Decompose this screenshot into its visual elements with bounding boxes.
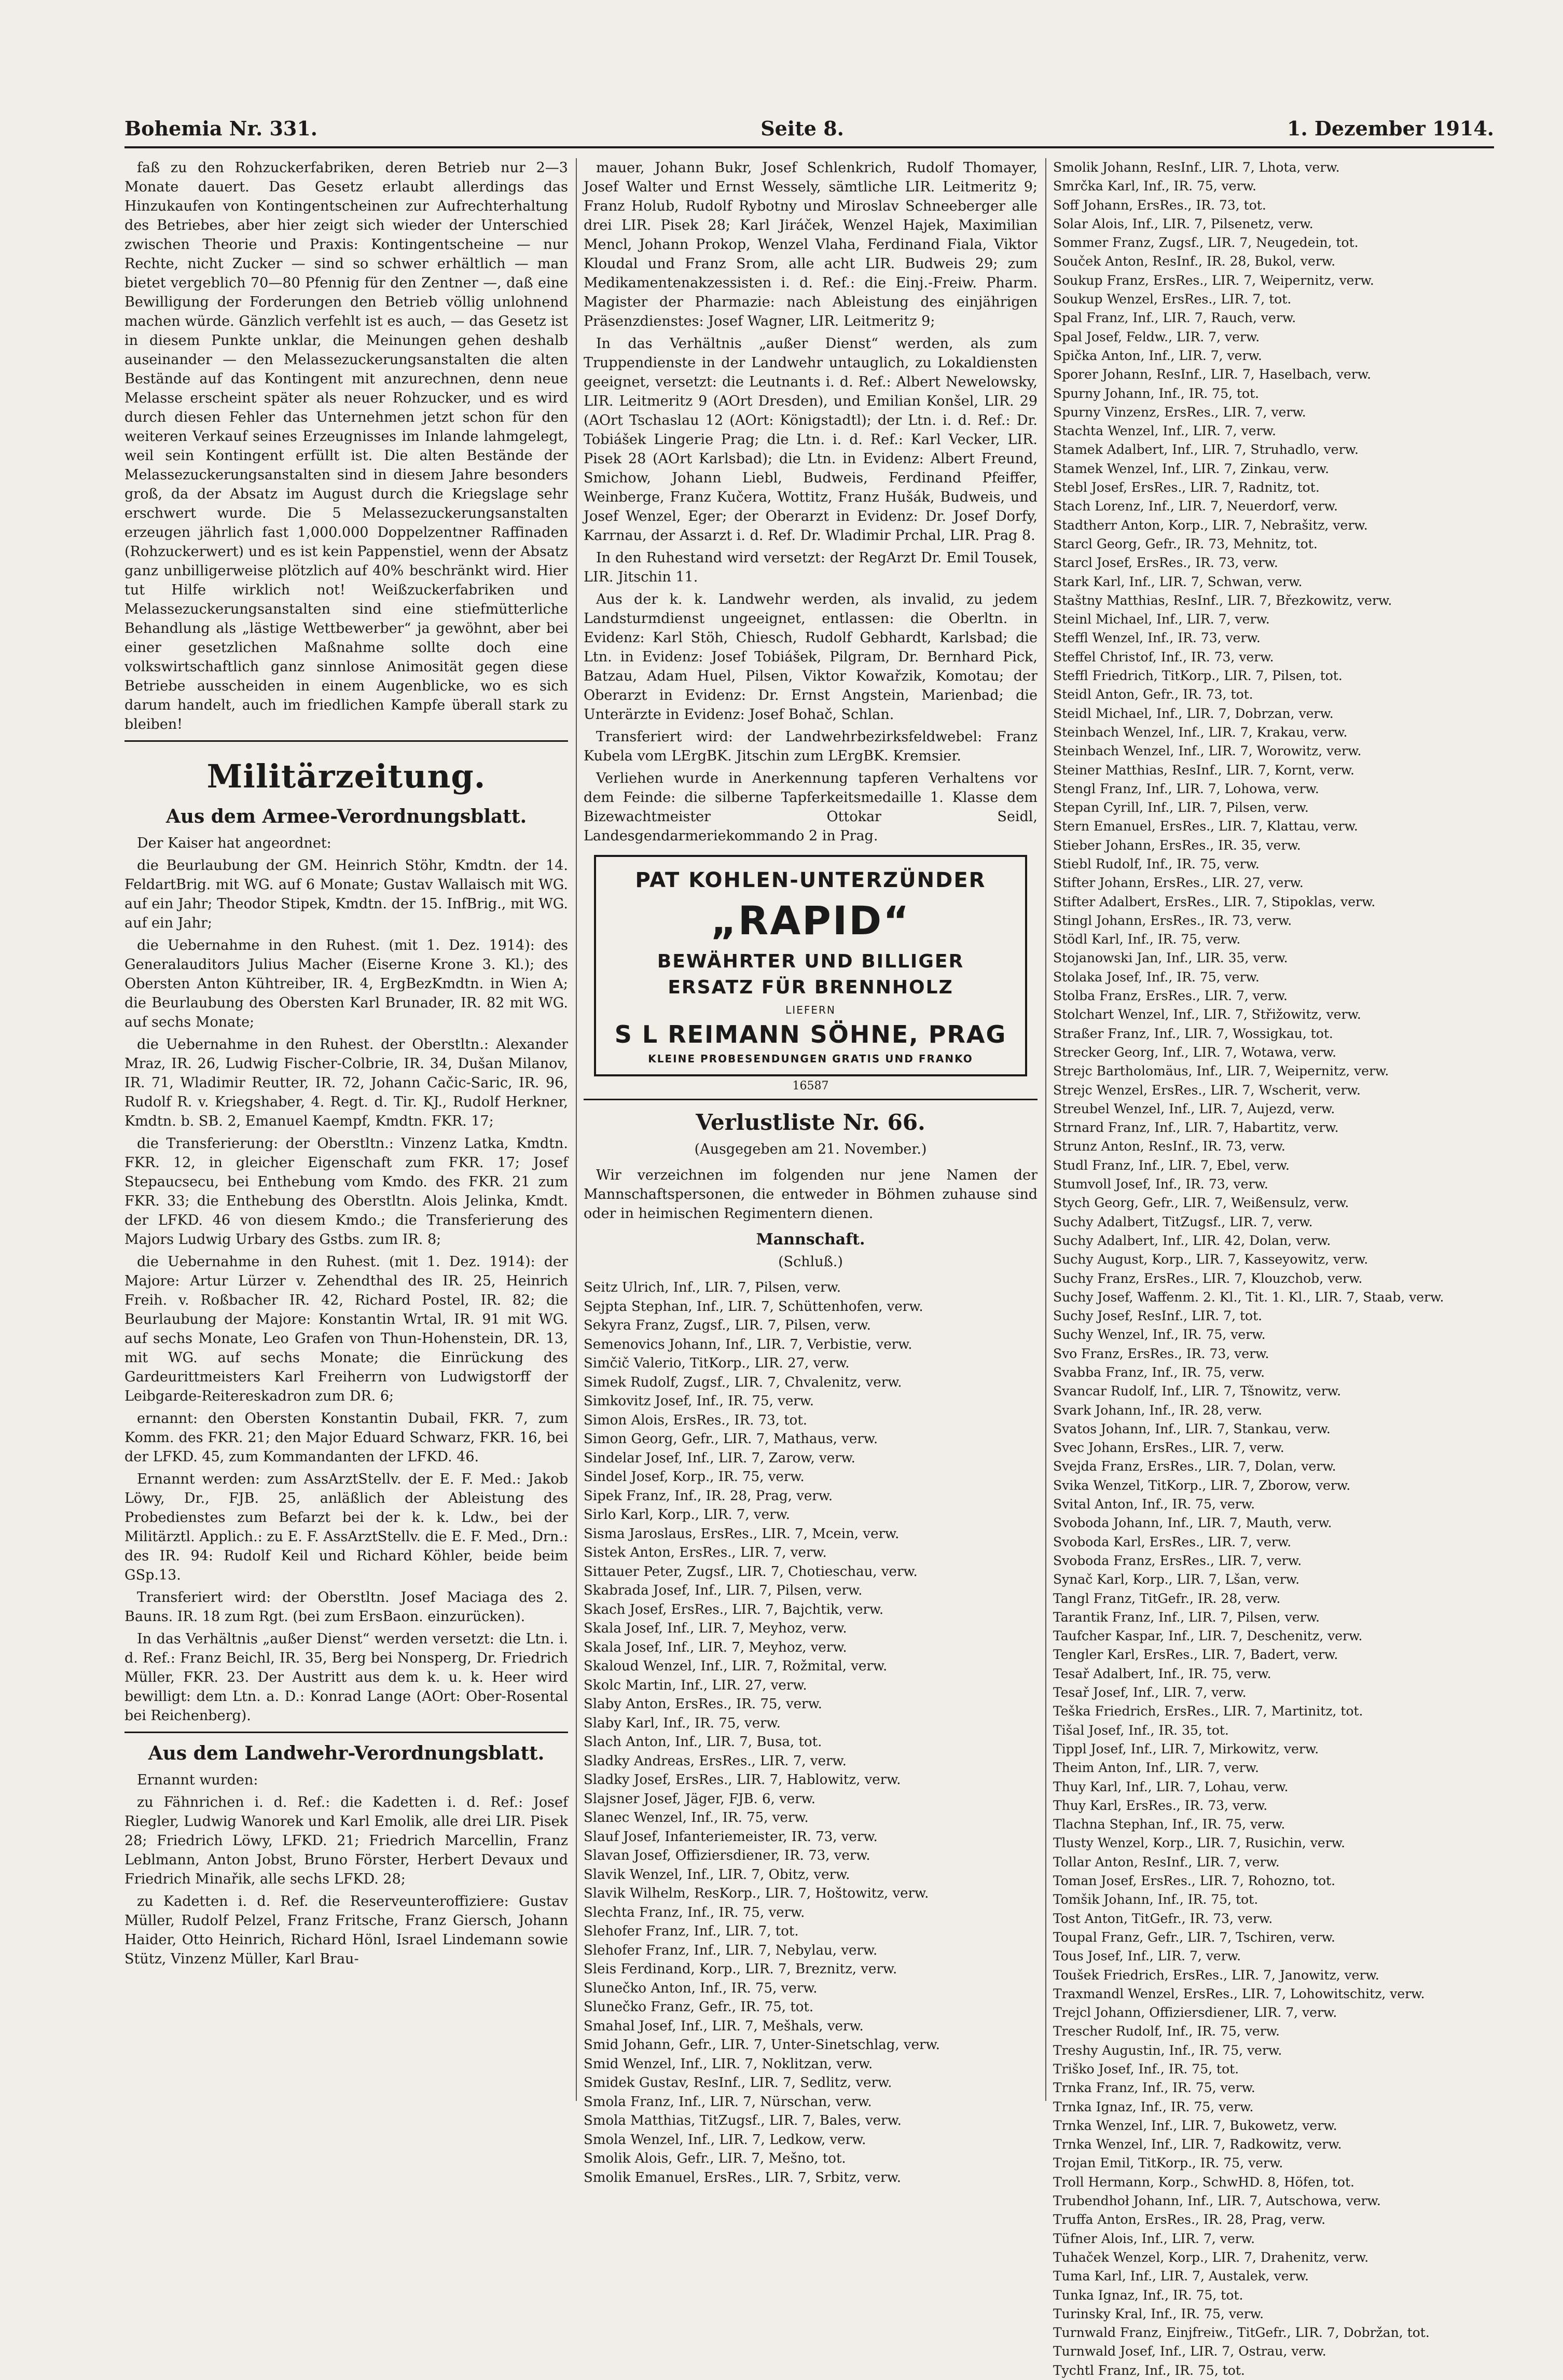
casualty-entry: Spička Anton, Inf., LIR. 7, verw. — [1053, 348, 1262, 363]
casualty-entry: Troll Hermann, Korp., SchwHD. 8, Höfen, tot. — [1053, 2174, 1354, 2190]
casualty-entry: Stolchart Wenzel, Inf., LIR. 7, Střižowitz, verw. — [1053, 1007, 1361, 1022]
casualty-entry: Treshy Augustin, Inf., IR. 75, verw. — [1053, 2042, 1282, 2058]
casualty-entry: Triško Josef, Inf., IR. 75, tot. — [1053, 2061, 1239, 2077]
casualty-entry: Stieber Johann, ErsRes., IR. 35, verw. — [1053, 837, 1301, 853]
casualty-entry: Tüfner Alois, Inf., LIR. 7, verw. — [1053, 2231, 1255, 2246]
landwehr-gazette-continued — [584, 158, 1038, 846]
casualty-entry: Stifter Johann, ErsRes., LIR. 27, verw. — [1053, 875, 1304, 891]
paragraph: die Uebernahme in den Ruhest. der Oberstltn.: Alexander Mraz, IR. 26, Ludwig Fischer-Colbrie, IR. 34, Dušan Milanov, IR. 71, Wladimir Reutter, IR. 72, Johann Cačic-Saric, IR. 96, Rudolf R. v. Kriegshaber, 4. Regt. d. Tir. KJ., Rudolf Herkner, Kmdtn. b. SB. 2, Emanuel Kaempf, Kmdtn. FKR. 17; — [125, 1036, 568, 1129]
casualty-entry: Trescher Rudolf, Inf., IR. 75, verw. — [1053, 2024, 1280, 2039]
casualty-entry: Smolik Alois, Gefr., LIR. 7, Mešno, tot. — [584, 2151, 846, 2166]
casualty-entry: Tuhaček Wenzel, Korp., LIR. 7, Drahenitz, verw. — [1053, 2249, 1369, 2265]
casualty-entry: Starcl Josef, ErsRes., IR. 73, verw. — [1053, 555, 1278, 571]
column-3 — [1053, 158, 1494, 2378]
casualty-entry: Tuma Karl, Inf., LIR. 7, Austalek, verw. — [1053, 2268, 1309, 2284]
ad-line-deliver: LIEFERN — [785, 1004, 836, 1016]
casualty-entry: Spurny Vinzenz, ErsRes., LIR. 7, verw. — [1053, 404, 1306, 420]
casualty-entry: Svoboda Johann, Inf., LIR. 7, Mauth, verw. — [1053, 1515, 1332, 1531]
casualty-entry: Trnka Wenzel, Inf., LIR. 7, Radkowitz, verw. — [1053, 2137, 1342, 2152]
casualty-entry: Skala Josef, Inf., LIR. 7, Meyhoz, verw. — [584, 1639, 847, 1655]
casualty-entry: Steinl Michael, Inf., LIR. 7, verw. — [1053, 612, 1270, 627]
paragraph: In das Verhältnis „außer Dienst“ werden versetzt: die Ltn. i. d. Ref.: Franz Beichl, IR. 35, Berg bei Nonsperg, Dr. Friedrich Müller, FKR. 23. Der Austritt aus dem k. u. k. Heer wird bewilligt: dem Ltn. a. D.: Konrad Lange (AOrt: Ober-Rosental bei Reichenberg). — [125, 1631, 568, 1724]
paragraph: Transferiert wird: der Landwehrbezirksfeldwebel: Franz Kubela vom LErgBK. Jitschin zum LErgBK. Kremsier. — [584, 729, 1038, 764]
casualty-entry: Skolc Martin, Inf., LIR. 27, verw. — [584, 1677, 807, 1693]
casualty-entry: Simon Georg, Gefr., LIR. 7, Mathaus, verw. — [584, 1431, 878, 1447]
header-rule — [125, 146, 1494, 148]
casualty-entry: Stingl Johann, ErsRes., IR. 73, verw. — [1053, 912, 1292, 928]
casualty-entry: Tippl Josef, Inf., LIR. 7, Mirkowitz, verw. — [1053, 1741, 1319, 1756]
paragraph: die Beurlaubung der GM. Heinrich Stöhr, Kmdtn. der 14. FeldartBrig. mit WG. auf 6 Monate; Gustav Wallaisch mit WG. auf ein Jahr; Theodor Stipek, Kmdtn. der 15. InfBrig., mit WG. auf ein Jahr; — [125, 857, 568, 931]
casualty-entry: Toman Josef, ErsRes., LIR. 7, Rohozno, tot. — [1053, 1873, 1336, 1889]
casualty-entry: Souček Anton, ResInf., IR. 28, Bukol, verw. — [1053, 254, 1336, 269]
casualty-entry: Suchy Adalbert, TitZugsf., LIR. 7, verw. — [1053, 1214, 1313, 1229]
casualty-entry: Sisma Jaroslaus, ErsRes., LIR. 7, Mcein, verw. — [584, 1526, 900, 1542]
casualty-entry: Sindelar Josef, Inf., LIR. 7, Zarow, verw. — [584, 1450, 855, 1466]
casualty-entry: Steffl Wenzel, Inf., IR. 73, verw. — [1053, 630, 1261, 646]
casualty-entry: Trejcl Johann, Offiziersdiener, LIR. 7, verw. — [1053, 2005, 1337, 2021]
casualty-entry: Slechta Franz, Inf., IR. 75, verw. — [584, 1904, 805, 1920]
paragraph: In das Verhältnis „außer Dienst“ werden, als zum Truppendienste in der Landwehr untauglich, zu Lokaldiensten geeignet, versetzt: die Leutnants i. d. Ref.: Albert Newelowsky, LIR. Leitmeritz 9 (AOrt Dresden), und Emilian Konšel, LIR. 29 (AOrt Tschaslau 12 (AOrt: Königstadtl); der Ltn. i. d. Ref.: Dr. Tobiášek Lingerie Prag; die Ltn. i. d. Ref.: Karl Vecker, LIR. Pisek 28 (AOrt Karlsbad); die Ltn. in Evidenz: Albert Freund, Smichow, Johann Liebl, Budweis, Ferdinand Pfeiffer, Weinberge, Franz Kučera, Wottitz, Franz Hušák, Budweis, und Josef Wenzel, Eger; der Oberarzt in Evidenz: Dr. Josef Dorfy, Karrnau, der Assarzt i. d. Ref. Dr. Wladimir Prchal, LIR. Prag 8. — [584, 336, 1038, 544]
casualty-entry: Thuy Karl, ErsRes., IR. 73, verw. — [1053, 1797, 1268, 1813]
casualty-entry: Tangl Franz, TitGefr., IR. 28, verw. — [1053, 1590, 1281, 1606]
casualty-entry: Suchy August, Korp., LIR. 7, Kasseyowitz, verw. — [1053, 1252, 1368, 1267]
army-gazette-heading: Aus dem Armee-Verordnungsblatt. — [165, 806, 527, 827]
casualty-entry: Sistek Anton, ErsRes., LIR. 7, verw. — [584, 1545, 827, 1560]
casualty-entry: Svec Johann, ErsRes., LIR. 7, verw. — [1053, 1440, 1284, 1456]
casualty-entry: Tost Anton, TitGefr., IR. 73, verw. — [1053, 1911, 1273, 1926]
casualty-entry: Turinsky Kral, Inf., IR. 75, verw. — [1053, 2306, 1264, 2321]
casualty-entry: Steiner Matthias, ResInf., LIR. 7, Kornt, verw. — [1053, 762, 1354, 778]
paragraph: ernannt: den Obersten Konstantin Dubail, FKR. 7, zum Komm. des FKR. 21; den Major Eduard Schwarz, FKR. 16, bei der LFKD. 45, zum Kommandanten der LFKD. 46. — [125, 1410, 568, 1465]
casualty-entry: Stifter Adalbert, ErsRes., LIR. 7, Stipoklas, verw. — [1053, 894, 1376, 909]
casualty-entry: Slaby Anton, ErsRes., IR. 75, verw. — [584, 1696, 822, 1712]
casualty-entry: Simek Rudolf, Zugsf., LIR. 7, Chvalenitz, verw. — [584, 1374, 902, 1390]
header-page-number: Seite 8. — [760, 117, 844, 140]
header-date: 1. Dezember 1914. — [1287, 117, 1494, 140]
casualty-entry: Svoboda Karl, ErsRes., LIR. 7, verw. — [1053, 1534, 1292, 1549]
casualty-entry: Suchy Josef, Waffenm. 2. Kl., Tit. 1. Kl., LIR. 7, Staab, verw. — [1053, 1289, 1444, 1305]
casualty-entry: Stamek Adalbert, Inf., LIR. 7, Struhadlo, verw. — [1053, 442, 1359, 458]
paragraph: Ernannt wurden: — [137, 1772, 258, 1788]
casualty-entry: Tišal Josef, Inf., IR. 35, tot. — [1053, 1722, 1229, 1738]
casualty-entry: Stadtherr Anton, Korp., LIR. 7, Nebrašitz, verw. — [1053, 517, 1368, 533]
article-divider — [125, 1732, 568, 1733]
paragraph: Transferiert wird: der Oberstltn. Josef Maciaga des 2. Bauns. IR. 18 zum Rgt. (bei zum ErsBaon. einzurücken). — [125, 1589, 568, 1625]
casualty-entry: Suchy Josef, ResInf., LIR. 7, tot. — [1053, 1308, 1263, 1324]
casualty-entry: Slavik Wilhelm, ResKorp., LIR. 7, Hoštowitz, verw. — [584, 1886, 929, 1901]
casualty-entry: Strecker Georg, Inf., LIR. 7, Wotawa, verw. — [1053, 1044, 1337, 1060]
casualty-entry: Sleis Ferdinand, Korp., LIR. 7, Breznitz, verw. — [584, 1961, 897, 1977]
casualty-entry: Suchy Franz, ErsRes., LIR. 7, Klouzchob, verw. — [1053, 1270, 1363, 1286]
casualty-list-intro: Wir verzeichnen im folgenden nur jene Namen der Mannschaftspersonen, die entweder in Böhmen zuhause sind oder in heimischen Regimentern dienen. — [584, 1167, 1038, 1222]
ad-line-claim-2: ERSATZ FÜR BRENNHOLZ — [668, 977, 953, 998]
casualty-entry: Soukup Franz, ErsRes., LIR. 7, Weipernitz, verw. — [1053, 272, 1374, 288]
paragraph: In den Ruhestand wird versetzt: der RegArzt Dr. Emil Tousek, LIR. Jitschin 11. — [584, 550, 1038, 585]
casualty-entry: Toušek Friedrich, ErsRes., LIR. 7, Janowitz, verw. — [1053, 1967, 1379, 1983]
casualty-entry: Starcl Georg, Gefr., IR. 73, Mehnitz, tot. — [1053, 536, 1318, 551]
ad-line-claim-1: BEWÄHRTER UND BILLIGER — [657, 951, 964, 972]
casualty-entry: Slavik Wenzel, Inf., LIR. 7, Obitz, verw. — [584, 1866, 850, 1883]
casualty-entry: Smidek Gustav, ResInf., LIR. 7, Sedlitz, verw. — [584, 2075, 892, 2091]
casualty-entry: Slavan Josef, Offiziersdiener, IR. 73, verw. — [584, 1848, 870, 1863]
casualty-entry: Simon Alois, ErsRes., IR. 73, tot. — [584, 1412, 808, 1428]
casualty-entry: Turnwald Josef, Inf., LIR. 7, Ostrau, verw. — [1053, 2344, 1326, 2359]
casualty-entry: Svika Wenzel, TitKorp., LIR. 7, Zborow, verw. — [1053, 1477, 1351, 1493]
casualty-list-entries — [584, 1278, 1038, 2187]
casualty-entry: Soukup Wenzel, ErsRes., LIR. 7, tot. — [1053, 292, 1292, 307]
casualty-entry: Tlachna Stephan, Inf., IR. 75, verw. — [1053, 1817, 1285, 1832]
casualty-entry: Slauf Josef, Infanteriemeister, IR. 73, verw. — [584, 1829, 878, 1845]
casualty-entry: Soff Johann, ErsRes., IR. 73, tot. — [1053, 197, 1266, 213]
casualty-entry: Tengler Karl, ErsRes., LIR. 7, Badert, verw. — [1053, 1647, 1338, 1663]
casualty-entry: Smrčka Karl, Inf., IR. 75, verw. — [1053, 178, 1256, 194]
casualty-entry: Slunečko Franz, Gefr., IR. 75, tot. — [584, 1999, 814, 2015]
casualty-entry: Smolik Johann, ResInf., LIR. 7, Lhota, verw. — [1053, 160, 1340, 175]
casualty-entry: Tollar Anton, ResInf., LIR. 7, verw. — [1053, 1854, 1280, 1870]
casualty-entry: Smid Johann, Gefr., LIR. 7, Unter-Sinetschlag, verw. — [584, 2037, 940, 2053]
casualty-entry: Stumvoll Josef, Inf., IR. 73, verw. — [1053, 1177, 1268, 1192]
casualty-entry: Thuy Karl, Inf., LIR. 7, Lohau, verw. — [1053, 1779, 1289, 1794]
casualty-entry: Stebl Josef, ErsRes., LIR. 7, Radnitz, tot. — [1053, 480, 1320, 495]
army-gazette-text — [125, 834, 568, 1725]
casualty-entry: Seitz Ulrich, Inf., LIR. 7, Pilsen, verw. — [584, 1280, 841, 1295]
casualty-entry: Slaby Karl, Inf., IR. 75, verw. — [584, 1715, 781, 1731]
paragraph: Der Kaiser hat angeordnet: — [137, 835, 331, 851]
casualty-entry: Steinbach Wenzel, Inf., LIR. 7, Krakau, verw. — [1053, 724, 1348, 740]
casualty-entry: Spurny Johann, Inf., IR. 75, tot. — [1053, 385, 1260, 401]
casualty-entry: Sekyra Franz, Zugsf., LIR. 7, Pilsen, verw. — [584, 1318, 871, 1333]
casualty-entry: Slunečko Anton, Inf., IR. 75, verw. — [584, 1980, 818, 1996]
casualty-entry: Steffl Friedrich, TitKorp., LIR. 7, Pilsen, tot. — [1053, 668, 1343, 684]
casualty-entry: Tarantik Franz, Inf., LIR. 7, Pilsen, verw. — [1053, 1609, 1320, 1625]
casualty-entry: Synač Karl, Korp., LIR. 7, Lšan, verw. — [1053, 1572, 1300, 1587]
casualty-entry: Smola Matthias, TitZugsf., LIR. 7, Bales, verw. — [584, 2113, 902, 2128]
casualty-entry: Sladky Andreas, ErsRes., LIR. 7, verw. — [584, 1753, 847, 1769]
casualty-entry: Strejc Wenzel, ErsRes., LIR. 7, Wscherit, verw. — [1053, 1082, 1361, 1098]
casualty-entry: Strnard Franz, Inf., LIR. 7, Habartitz, verw. — [1053, 1120, 1339, 1136]
casualty-entry: Skaloud Wenzel, Inf., LIR. 7, Rožmital, verw. — [584, 1658, 888, 1674]
casualty-entry: Tychtl Franz, Inf., IR. 75, tot. — [1053, 2362, 1245, 2378]
casualty-entry: Skabrada Josef, Inf., LIR. 7, Pilsen, verw. — [584, 1583, 863, 1598]
paragraph: die Transferierung: der Oberstltn.: Vinzenz Latka, Kmdtn. FKR. 12, in gleicher Eigenschaft zum FKR. 17; Josef Stepaucsecu, bei Enthebung vom Kmdo. des FKR. 21 zum FKR. 33; die Enthebung des Oberstltn. Alois Jelinka, Kmdt. der LFKD. 46 von diesem Kmdo.; die Transferierung des Majors Ludwig Urbary des Gstbs. zum IR. 8; — [125, 1136, 568, 1248]
casualty-entry: Slanec Wenzel, Inf., IR. 75, verw. — [584, 1810, 809, 1825]
casualty-entry: Stödl Karl, Inf., IR. 75, verw. — [1053, 932, 1241, 947]
casualty-entry: Steidl Anton, Gefr., IR. 73, tot. — [1053, 687, 1253, 702]
casualty-entry: Strunz Anton, ResInf., IR. 73, verw. — [1053, 1139, 1285, 1154]
casualty-entry: Smola Wenzel, Inf., LIR. 7, Ledkow, verw. — [584, 2132, 866, 2148]
casualty-entry: Stachta Wenzel, Inf., LIR. 7, verw. — [1053, 423, 1276, 439]
casualty-entry: Skach Josef, ErsRes., LIR. 7, Bajchtik, verw. — [584, 1601, 884, 1617]
casualty-entry: Strejc Bartholomäus, Inf., LIR. 7, Weipernitz, verw. — [1053, 1063, 1389, 1079]
casualty-entry: Sindel Josef, Korp., IR. 75, verw. — [584, 1469, 805, 1485]
casualty-entry: Stern Emanuel, ErsRes., LIR. 7, Klattau, verw. — [1053, 819, 1358, 834]
rapid-advertisement — [594, 855, 1027, 1076]
casualty-entry: Svital Anton, Inf., IR. 75, verw. — [1053, 1497, 1255, 1512]
casualty-entry: Skala Josef, Inf., LIR. 7, Meyhoz, verw. — [584, 1621, 847, 1636]
casualty-entry: Spal Josef, Feldw., LIR. 7, verw. — [1053, 329, 1260, 344]
casualty-entry: Svo Franz, ErsRes., IR. 73, verw. — [1053, 1346, 1269, 1361]
paragraph: mauer, Johann Bukr, Josef Schlenkrich, Rudolf Thomayer, Josef Walter und Ernst Wessely, sämtliche LIR. Leitmeritz 9; Franz Holub, Rudolf Rybotny und Miroslav Schneeberger alle drei LIR. Pisek 28; Karl Jiráček, Wenzel Hajek, Maximilian Mencl, Johann Prokop, Wenzel Vlaha, Ferdinand Fiala, Viktor Kloudal und Franz Srom, alle acht LIR. Budweis 29; zum Medikamentenakzessisten i. d. Ref.: die Einj.-Freiw. Pharm. Magister der Pharmazie: nach Ableistung des einjährigen Präsenzdienstes: Josef Wagner, LIR. Leitmeritz 9; — [584, 160, 1038, 329]
paragraph: zu Kadetten i. d. Ref. die Reserveunteroffiziere: Gustav Müller, Rudolf Pelzel, Franz Fritsche, Franz Giersch, Johann Haider, Otto Heinrich, Richard Hönl, Israel Lindemann sowie Stütz, Vinzenz Müller, Karl Brau- — [125, 1893, 568, 1967]
casualty-entry: Sommer Franz, Zugsf., LIR. 7, Neugedein, tot. — [1053, 235, 1359, 251]
paragraph: die Uebernahme in den Ruhest. (mit 1. Dez. 1914): des Generalauditors Julius Macher (Eiserne Krone 3. Kl.); des Obersten Anton Kühtreiber, IR. 4, ErgBezKmdtn. in Wien A; die Beurlaubung des Obersten Karl Brunader, IR. 82 mit WG. auf sechs Monate; — [125, 937, 568, 1030]
casualty-list-title: Verlustliste Nr. 66. — [696, 1110, 925, 1135]
column-divider-1 — [576, 158, 577, 2101]
casualty-entry: Trojan Emil, TitKorp., IR. 75, verw. — [1053, 2155, 1283, 2171]
casualty-list-heading: Mannschaft. — [756, 1230, 865, 1249]
casualty-entry: Turnwald Franz, Einjfreiw., TitGefr., LIR. 7, Dobržan, tot. — [1053, 2325, 1430, 2341]
casualty-entry: Steidl Michael, Inf., LIR. 7, Dobrzan, verw. — [1053, 705, 1334, 721]
paragraph: zu Fähnrichen i. d. Ref.: die Kadetten i. d. Ref.: Josef Riegler, Ludwig Wanorek und Karl Emolik, alle drei LIR. Pisek 28; Friedrich Löwy, LFKD. 21; Friedrich Marcellin, Franz Leblmann, Anton Jobst, Bruno Förster, Herbert Devaux und Friedrich Minařik, alle sechs LFKD. 28; — [125, 1794, 568, 1887]
casualty-entry: Slajsner Josef, Jäger, FJB. 6, verw. — [584, 1791, 816, 1807]
casualty-entry: Svatos Johann, Inf., LIR. 7, Stankau, verw. — [1053, 1421, 1331, 1436]
casualty-list-subheading: (Schluß.) — [778, 1254, 843, 1270]
casualty-entry: Teška Friedrich, ErsRes., LIR. 7, Martinitz, tot. — [1053, 1704, 1363, 1719]
ad-company: S L REIMANN SÖHNE, PRAG — [614, 1020, 1007, 1048]
casualty-entry: Stojanowski Jan, Inf., LIR. 35, verw. — [1053, 950, 1288, 966]
casualty-entry: Steinbach Wenzel, Inf., LIR. 7, Worowitz, verw. — [1053, 743, 1362, 759]
casualty-entry: Sporer Johann, ResInf., LIR. 7, Haselbach, verw. — [1053, 367, 1372, 382]
casualty-entry: Simčič Valerio, TitKorp., LIR. 27, verw. — [584, 1355, 850, 1371]
casualty-entry: Toupal Franz, Gefr., LIR. 7, Tschiren, verw. — [1053, 1929, 1335, 1945]
casualty-entry: Smid Wenzel, Inf., LIR. 7, Noklitzan, verw. — [584, 2056, 873, 2072]
casualty-entry: Stark Karl, Inf., LIR. 7, Schwan, verw. — [1053, 574, 1303, 589]
casualty-entry: Traxmandl Wenzel, ErsRes., LIR. 7, Lohowitschitz, verw. — [1053, 1986, 1425, 2001]
casualty-entry: Spal Franz, Inf., LIR. 7, Rauch, verw. — [1053, 310, 1296, 326]
casualty-entry: Steffel Christof, Inf., IR. 73, verw. — [1053, 649, 1274, 665]
casualty-entry: Simkovitz Josef, Inf., IR. 75, verw. — [584, 1393, 814, 1409]
casualty-entry: Tomšik Johann, Inf., IR. 75, tot. — [1053, 1892, 1258, 1907]
casualty-entry: Smola Franz, Inf., LIR. 7, Nürschan, verw. — [584, 2094, 872, 2110]
casualty-entry: Trnka Franz, Inf., IR. 75, verw. — [1053, 2080, 1255, 2096]
casualty-entry: Trnka Ignaz, Inf., IR. 75, verw. — [1053, 2099, 1254, 2114]
ad-number: 16587 — [792, 1080, 829, 1092]
header-publication: Bohemia Nr. 331. — [125, 117, 318, 140]
article-divider — [584, 1099, 1038, 1100]
casualty-entry: Smolik Emanuel, ErsRes., LIR. 7, Srbitz, verw. — [584, 2169, 902, 2185]
casualty-entry: Svark Johann, Inf., IR. 28, verw. — [1053, 1402, 1263, 1418]
paragraph: Aus der k. k. Landwehr werden, als invalid, zu jedem Landsturmdienst ungeeignet, entlassen: die Oberltn. in Evidenz: Karl Stöh, Chiesch, Rudolf Gebhardt, Karlsbad; die Ltn. in Evidenz: Josef Tobiášek, Pilgram, Dr. Bernhard Pick, Batzau, Adam Huel, Pilsen, Viktor Kowařzik, Komotau; der Oberarzt in Evidenz: Dr. Ernst Angstein, Marienbad; die Unterärzte in Evidenz: Josef Bohač, Schlan. — [584, 591, 1038, 723]
paragraph: Verliehen wurde in Anerkennung tapferen Verhaltens vor dem Feinde: die silberne Tapferkeitsmedaille 1. Klasse dem Bizewachtmeister Ottokar Seidl, Landesgendarmeriekommando 2 in Prag. — [584, 770, 1038, 844]
casualty-entry: Staštny Matthias, ResInf., LIR. 7, Březkowitz, verw. — [1053, 592, 1392, 608]
casualty-entry: Suchy Wenzel, Inf., IR. 75, verw. — [1053, 1327, 1266, 1343]
casualty-entry: Theim Anton, Inf., LIR. 7, verw. — [1053, 1760, 1259, 1776]
casualty-entry: Tesař Adalbert, Inf., IR. 75, verw. — [1053, 1666, 1271, 1681]
ad-line-samples: KLEINE PROBESENDUNGEN GRATIS UND FRANKO — [648, 1053, 973, 1065]
column-1 — [125, 158, 568, 2101]
casualty-entry: Stengl Franz, Inf., LIR. 7, Lohowa, verw. — [1053, 781, 1319, 796]
casualty-entry: Trubendhoł Johann, Inf., LIR. 7, Autschowa, verw. — [1053, 2193, 1381, 2209]
casualty-entry: Taufcher Kaspar, Inf., LIR. 7, Deschenitz, verw. — [1053, 1628, 1363, 1644]
landwehr-gazette-text — [125, 1770, 568, 1969]
casualty-entry: Suchy Adalbert, Inf., LIR. 42, Dolan, verw. — [1053, 1233, 1331, 1248]
casualty-entry: Stamek Wenzel, Inf., LIR. 7, Zinkau, verw. — [1053, 461, 1330, 476]
casualty-entry: Semenovics Johann, Inf., LIR. 7, Verbistie, verw. — [584, 1336, 912, 1352]
casualty-entry: Trnka Wenzel, Inf., LIR. 7, Bukowetz, verw. — [1053, 2118, 1337, 2133]
casualty-entry: Stolaka Josef, Inf., IR. 75, verw. — [1053, 969, 1260, 985]
casualty-entry: Tlusty Wenzel, Korp., LIR. 7, Rusichin, verw. — [1053, 1835, 1346, 1851]
casualty-entry: Slehofer Franz, Inf., LIR. 7, tot. — [584, 1924, 799, 1939]
casualty-entry: Sladky Josef, ErsRes., LIR. 7, Hablowitz, verw. — [584, 1772, 901, 1788]
casualty-entry: Studl Franz, Inf., LIR. 7, Ebel, verw. — [1053, 1157, 1290, 1173]
casualty-entry: Sipek Franz, Inf., IR. 28, Prag, verw. — [584, 1488, 833, 1504]
sugar-article-text: faß zu den Rohzuckerfabriken, deren Betrieb nur 2—3 Monate dauert. Das Gesetz erlaubt allerdings das Hinzukaufen von Kontingentscheinen zur Aufrechterhaltung des Betriebes, aber hier zeigt sich wieder der Unterschied zwischen Theorie und Praxis: Kontingentscheine — nur Rechte, nicht Zucker — sind so schwer erhältlich — man bietet vergeblich 70—80 Pfennig für den Zentner —, daß eine Bewilligung der Forderungen den Betrieb völlig unlohnend machen würde. Gänzlich verfehlt ist es auch, — das Gesetz ist in diesem Punkte unklar, die Meinungen gehen deshalb auseinander — den Melassezuckerungsanstalten die alten Bestände auf das Kontingent mit anzurechnen, denn neue Melasse erscheint später als neuer Rohzucker, und es wird durch diesen Fehler das Unternehmen jetzt schon für den weiteren Verkauf seines Erzeugnisses im Inlande lahmgelegt, weil sein Kontingent erfüllt ist. Die alten Bestände der Melassezuckerungsanstalten sind in diesem Jahre besonders groß, da der Absatz im August durch die Kriegslage sehr erschwert wurde. Die 5 Melassezuckerungsanstalten erzeugen jährlich fast 1,000.000 Doppelzentner Raffinaden (Rohzuckerwert) und es ist kein Pappenstiel, wenn der Absatz ganz unbilligerweise plötzlich auf 40% beschränkt wird. Hier tut Hilfe wirklich not! Weißzuckerfabriken und Melassezuckerungsanstalten sind eine stiefmütterliche Behandlung als „lästige Wettbewerber“ ja gewöhnt, aber bei einer gesetzlichen Maßnahme sollte doch eine volkswirtschaftlich ganz sinnlose Animosität gegen diese Betriebe ausscheiden in einem Augenblicke, wo es sich darum handelt, auch im friedlichen Kampfe überall stark zu bleiben! — [125, 160, 568, 732]
casualty-entry: Svejda Franz, ErsRes., LIR. 7, Dolan, verw. — [1053, 1459, 1336, 1474]
paragraph: die Uebernahme in den Ruhest. (mit 1. Dez. 1914): der Majore: Artur Lürzer v. Zehendthal des IR. 25, Heinrich Freih. v. Roßbacher IR. 42, Richard Postel, IR. 82; die Beurlaubung der Majore: Konstantin Wrtal, IR. 91 mit WG. auf sechs Monate, Leo Grafen von Thun-Hohenstein, DR. 13, mit WG. auf sechs Monate; die Einrückung des Gardeurittmeisters Karl Freiherrn von Ludwigstorff der Leibgarde-Reitereskadron zum DR. 6; — [125, 1254, 568, 1404]
casualty-entry: Stepan Cyrill, Inf., LIR. 7, Pilsen, verw. — [1053, 800, 1309, 815]
casualty-entry: Smahal Josef, Inf., LIR. 7, Mešhals, verw. — [584, 2018, 864, 2034]
casualty-entry: Sirlo Karl, Korp., LIR. 7, verw. — [584, 1507, 790, 1523]
casualty-entry: Slach Anton, Inf., LIR. 7, Busa, tot. — [584, 1734, 822, 1750]
column-2 — [584, 158, 1038, 2185]
casualty-entry: Slehofer Franz, Inf., LIR. 7, Nebylau, verw. — [584, 1942, 878, 1958]
casualty-entry: Stiebl Rudolf, Inf., IR. 75, verw. — [1053, 856, 1260, 871]
column-divider-2 — [1045, 158, 1046, 2101]
casualty-entry: Sejpta Stephan, Inf., LIR. 7, Schüttenhofen, verw. — [584, 1298, 923, 1314]
casualty-entry: Stolba Franz, ErsRes., LIR. 7, verw. — [1053, 988, 1288, 1004]
casualty-entry: Svabba Franz, Inf., IR. 75, verw. — [1053, 1365, 1265, 1380]
casualty-entry: Streubel Wenzel, Inf., LIR. 7, Aujezd, verw. — [1053, 1101, 1335, 1116]
casualty-entry: Tous Josef, Inf., LIR. 7, verw. — [1053, 1948, 1241, 1964]
casualty-list-date: (Ausgegeben am 21. November.) — [694, 1141, 927, 1157]
casualty-list-entries-continued — [1053, 158, 1494, 2380]
casualty-entry: Tunka Ignaz, Inf., IR. 75, tot. — [1053, 2287, 1243, 2303]
ad-brand-name: „RAPID“ — [710, 897, 911, 944]
casualty-entry: Tesař Josef, Inf., LIR. 7, verw. — [1053, 1685, 1247, 1700]
casualty-entry: Stach Lorenz, Inf., LIR. 7, Neuerdorf, verw. — [1053, 499, 1338, 514]
casualty-entry: Svancar Rudolf, Inf., LIR. 7, Tšnowitz, verw. — [1053, 1383, 1341, 1399]
landwehr-gazette-heading: Aus dem Landwehr-Verordnungsblatt. — [148, 1742, 545, 1764]
casualty-entry: Solar Alois, Inf., LIR. 7, Pilsenetz, verw. — [1053, 216, 1313, 231]
casualty-entry: Stych Georg, Gefr., LIR. 7, Weißensulz, verw. — [1053, 1195, 1349, 1211]
casualty-entry: Sittauer Peter, Zugsf., LIR. 7, Chotieschau, verw. — [584, 1563, 918, 1580]
paragraph: Ernannt werden: zum AssArztStellv. der E. F. Med.: Jakob Löwy, Dr., FJB. 25, anläßlich der Ableistung des Probedienstes zum Befarzt bei der k. k. Ldw., bei der Militärztl. Applich.: zu E. F. AssArztStellv. die E. F. Med., Drn.: des IR. 94: Rudolf Keil und Richard Köhler, beide beim GSp.13. — [125, 1471, 568, 1583]
ad-line-product: PAT KOHLEN-UNTERZÜNDER — [635, 868, 986, 892]
article-divider — [125, 740, 568, 742]
military-section-title: Militärzeitung. — [206, 757, 486, 795]
page-header — [125, 109, 1494, 140]
casualty-entry: Straßer Franz, Inf., LIR. 7, Wossigkau, tot. — [1053, 1026, 1333, 1041]
casualty-entry: Truffa Anton, ErsRes., IR. 28, Prag, verw. — [1053, 2212, 1326, 2227]
casualty-entry: Svoboda Franz, ErsRes., LIR. 7, verw. — [1053, 1553, 1302, 1568]
